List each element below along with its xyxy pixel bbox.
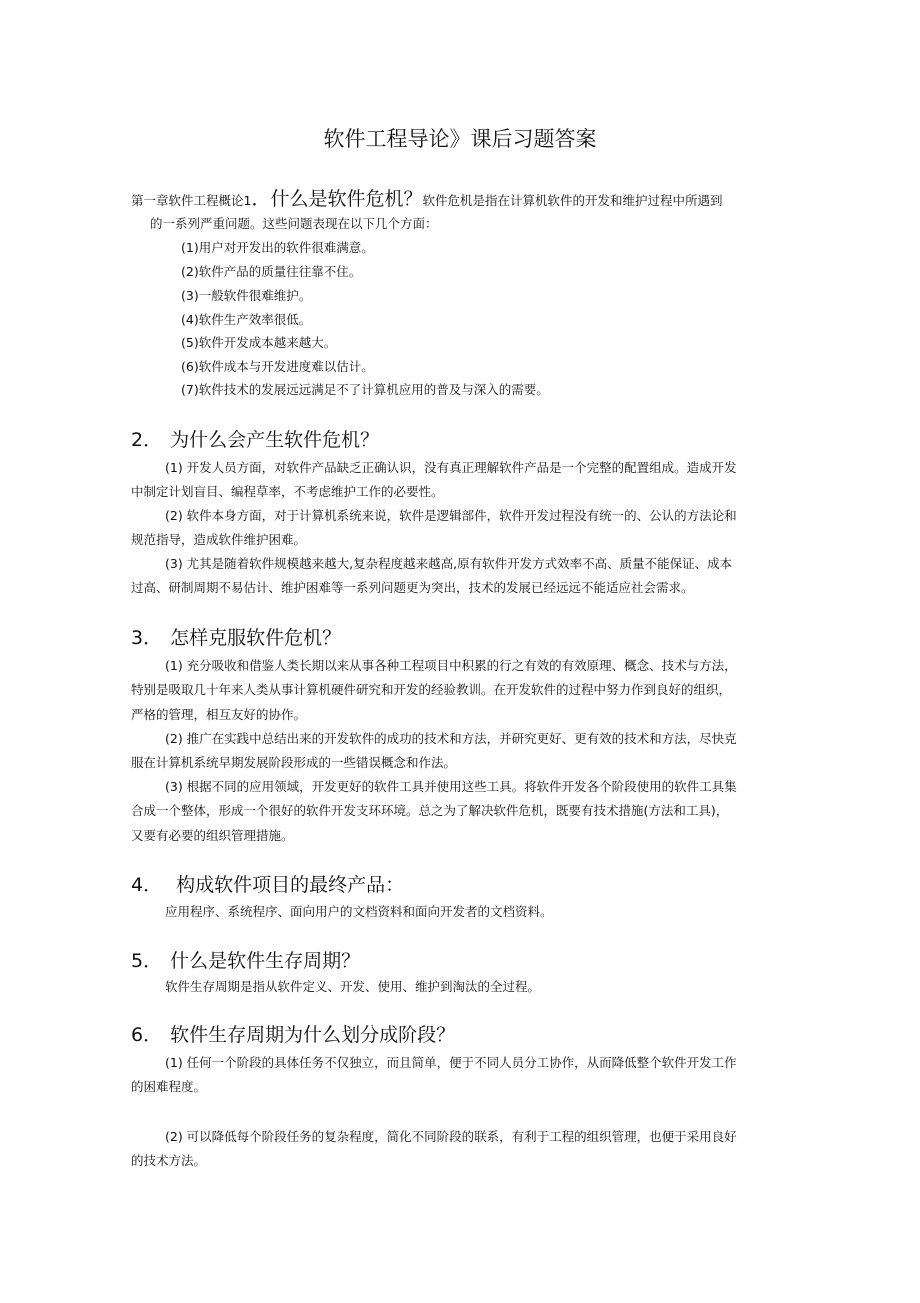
- section-5-heading: [131, 948, 360, 974]
- section-6-heading-text: 软件生存周期为什么划分成阶段？: [170, 1024, 456, 1046]
- section-2-heading-text: 为什么会产生软件危机？: [170, 429, 380, 451]
- section-2-line: 规范指导，造成软件维护困难。: [131, 532, 307, 547]
- section-3-line: (3) 根据不同的应用领域，开发更好的软件工具并使用这些工具。将软件开发各个阶段使用的软件工具集: [165, 779, 737, 794]
- section-1-question: ．什么是软件危机？: [251, 188, 423, 210]
- section-3-line: 服在计算机系统早期发展阶段形成的一些错误概念和作法。: [131, 755, 457, 770]
- section-2-heading: [131, 427, 379, 453]
- section-2-line: 中制定计划盲目、编程草率，不考虑维护工作的必要性。: [131, 484, 444, 499]
- section-2-line: 过高、研制周期不易估计、维护困难等一系列问题更为突出，技术的发展已经远远不能适应社会需求。: [131, 580, 694, 595]
- section-2-line: (3) 尤其是随着软件规模越来越大,复杂程度越来越高,原有软件开发方式效率不高、质量不能保证、成本: [165, 556, 733, 571]
- section-6-line: 的困难程度。: [131, 1079, 207, 1094]
- section-5-number: 5．: [131, 950, 163, 972]
- section-3-number: 3．: [131, 627, 163, 649]
- section-3-line: 严格的管理，相互友好的协作。: [131, 707, 307, 722]
- section-1-answer-cont: 的一系列严重问题。这些问题表现在以下几个方面：: [150, 216, 438, 231]
- section-2-line: (2) 软件本身方面，对于计算机系统来说，软件是逻辑部件，软件开发过程没有统一的、公认的方法论和: [165, 508, 737, 523]
- section-6-line: (1) 任何一个阶段的具体任务不仅独立，而且简单，便于不同人员分工协作，从而降低整个软件开发工作: [165, 1055, 737, 1070]
- section-2-number: 2．: [131, 429, 163, 451]
- section-1-item: (2)软件产品的质量往往靠不住。: [181, 264, 362, 279]
- section-3-line: 特别是吸取几十年来人类从事计算机硬件研究和开发的经验教训。在开发软件的过程中努力作到良好的组织，: [131, 682, 732, 697]
- section-2-line: (1) 开发人员方面，对软件产品缺乏正确认识，没有真正理解软件产品是一个完整的配置组成。造成开发: [165, 460, 737, 475]
- section-1-item: (7)软件技术的发展远远满足不了计算机应用的普及与深入的需要。: [181, 382, 549, 397]
- section-3-line: 又要有必要的组织管理措施。: [131, 828, 294, 843]
- section-1-first-line: [131, 186, 723, 214]
- section-4-number: 4．: [131, 874, 163, 896]
- section-3-line: 合成一个整体，形成一个很好的软件开发支环环境。总之为了解决软件危机，既要有技术措施(方法和工具)，: [131, 803, 729, 818]
- section-1-item: (1)用户对开发出的软件很难满意。: [181, 240, 374, 255]
- section-5-heading-text: 什么是软件生存周期？: [170, 950, 361, 972]
- section-5-line: 软件生存周期是指从软件定义、开发、使用、维护到淘汰的全过程。: [165, 979, 541, 994]
- section-1-item: (5)软件开发成本越来越大。: [181, 335, 337, 350]
- chapter-prefix: 第一章软件工程概论1: [131, 193, 252, 208]
- section-6-number: 6．: [131, 1024, 163, 1046]
- section-3-heading-text: 怎样克服软件危机？: [170, 627, 342, 649]
- section-6-line: 的技术方法。: [131, 1153, 207, 1168]
- section-4-line: 应用程序、系统程序、面向用户的文档资料和面向开发者的文档资料。: [165, 904, 553, 919]
- section-3-heading: [131, 625, 341, 651]
- section-4-heading: [131, 872, 404, 898]
- section-3-line: (1) 充分吸收和借鉴人类长期以来从事各种工程项目中积累的行之有效的有效原理、概念、技术与方法，: [165, 658, 737, 673]
- section-6-line: (2) 可以降低每个阶段任务的复杂程度，简化不同阶段的联系，有利于工程的组织管理，也便于采用良好: [165, 1129, 737, 1144]
- section-6-heading: [131, 1022, 455, 1048]
- section-1-item: (3)一般软件很难维护。: [181, 288, 312, 303]
- section-3-line: (2) 推广在实践中总结出来的开发软件的成功的技术和方法，并研究更好、更有效的技术和方法，尽快克: [165, 731, 737, 746]
- section-1-item: (6)软件成本与开发进度难以估计。: [181, 359, 374, 374]
- section-1-item: (4)软件生产效率很低。: [181, 312, 312, 327]
- document-title: 软件工程导论》课后习题答案: [323, 127, 597, 151]
- section-1-answer-first: 软件危机是指在计算机软件的开发和维护过程中所遇到: [422, 193, 723, 208]
- section-4-heading-text: 构成软件项目的最终产品：: [176, 874, 405, 896]
